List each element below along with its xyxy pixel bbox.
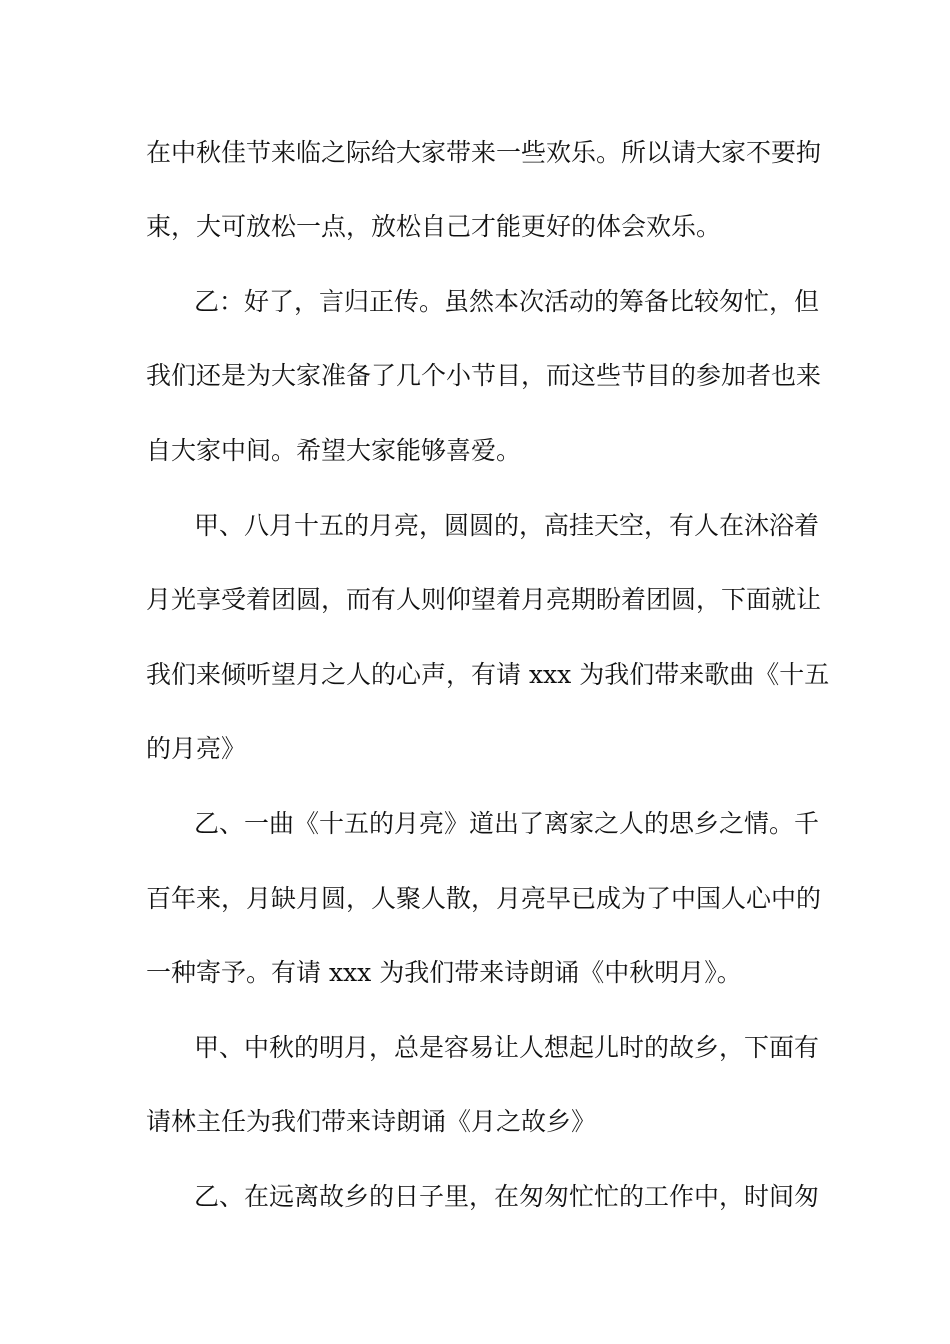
text-line: 月光享受着团圆，而有人则仰望着月亮期盼着团圆，下面就让 bbox=[146, 585, 822, 614]
text-line: 自大家中间。希望大家能够喜爱。 bbox=[146, 436, 522, 465]
text-line: 我们来倾听望月之人的心声，有请 xxx 为我们带来歌曲《十五 bbox=[146, 660, 830, 689]
paragraph-start-line: 甲、中秋的明月，总是容易让人想起儿时的故乡，下面有 bbox=[194, 1033, 820, 1062]
paragraph-start-line: 乙、一曲《十五的月亮》道出了离家之人的思乡之情。千 bbox=[194, 809, 820, 838]
text-line: 在中秋佳节来临之际给大家带来一些欢乐。所以请大家不要拘 bbox=[146, 138, 822, 167]
paragraph-start-line: 甲、八月十五的月亮，圆圆的，高挂天空，有人在沐浴着 bbox=[194, 511, 820, 540]
paragraph-start-line: 乙、在远离故乡的日子里，在匆匆忙忙的工作中，时间匆 bbox=[194, 1182, 820, 1211]
text-line: 一种寄予。有请 xxx 为我们带来诗朗诵《中秋明月》。 bbox=[146, 958, 742, 987]
text-line: 的月亮》 bbox=[146, 734, 247, 763]
text-line: 请林主任为我们带来诗朗诵《月之故乡》 bbox=[146, 1107, 597, 1136]
text-line: 百年来，月缺月圆，人聚人散，月亮早已成为了中国人心中的 bbox=[146, 884, 822, 913]
paragraph-start-line: 乙：好了，言归正传。虽然本次活动的筹备比较匆忙，但 bbox=[194, 287, 820, 316]
text-line: 我们还是为大家准备了几个小节目，而这些节目的参加者也来 bbox=[146, 361, 822, 390]
text-line: 束，大可放松一点，放松自己才能更好的体会欢乐。 bbox=[146, 212, 722, 241]
